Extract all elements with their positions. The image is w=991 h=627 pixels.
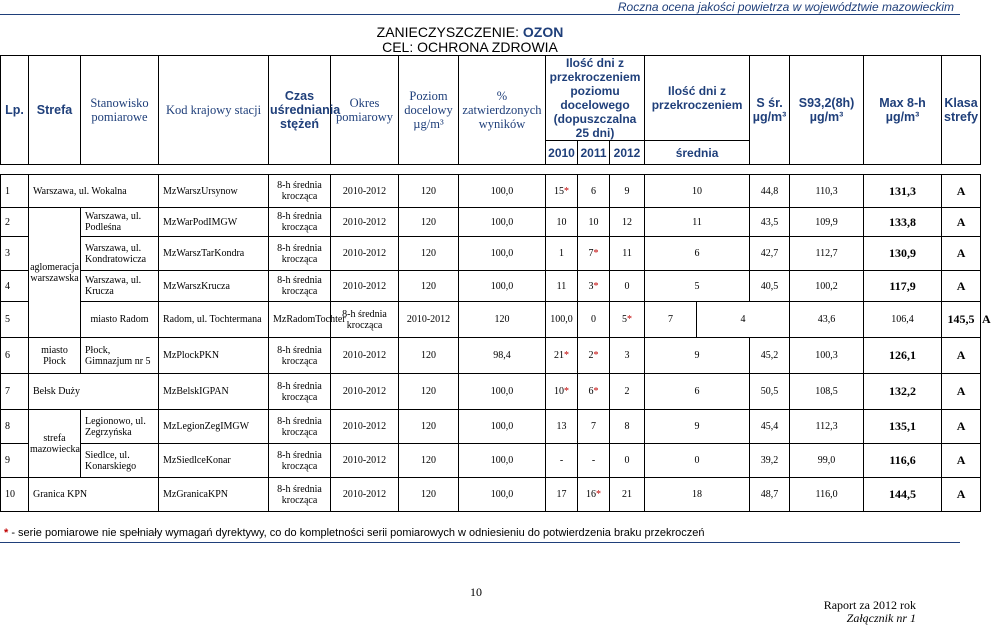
cell-y2012: 3 — [610, 338, 645, 374]
cell-max8: 131,3 — [864, 175, 942, 208]
cell-stanowisko: Warszawa, ul. Podleśna — [81, 208, 159, 237]
cell-max8: 132,2 — [864, 374, 942, 410]
cell-value: 6 — [591, 185, 596, 197]
cell-lp: 1 — [1, 175, 29, 208]
table-row — [1, 338, 981, 374]
cell-procent: 98,4 — [459, 338, 546, 374]
col-2010: 2010 — [546, 141, 578, 165]
cell-stanowisko: Siedlce, ul. Konarskiego — [81, 444, 159, 478]
cell-okres: 2010-2012 — [331, 175, 399, 208]
footnote — [4, 527, 704, 539]
cell-procent: 100,0 — [459, 208, 546, 237]
cell-czas: 8-h średnia krocząca — [331, 302, 399, 338]
col-lp: Lp. — [1, 56, 29, 165]
incomplete-series-star: * — [593, 280, 599, 292]
cell-srednia: 4 — [697, 302, 790, 338]
col-strefa: Strefa — [29, 56, 81, 165]
cell-lp: 9 — [1, 444, 29, 478]
cell-okres: 2010-2012 — [331, 208, 399, 237]
cell-poziom: 120 — [399, 175, 459, 208]
cell-kod: MzGranicaKPN — [159, 478, 269, 512]
cell-klasa: A — [942, 237, 981, 271]
cell-lp: 3 — [1, 237, 29, 271]
col-s-sr: S śr. µg/m³ — [750, 56, 790, 165]
cell-okres: 2010-2012 — [331, 271, 399, 302]
cell-y2011 — [610, 302, 645, 338]
cell-poziom: 120 — [399, 237, 459, 271]
report-running-title: Roczna ocena jakości powietrza w województwie mazowieckim — [617, 0, 954, 14]
cell-kod: MzWarszKrucza — [159, 271, 269, 302]
cell-poziom: 120 — [399, 374, 459, 410]
cell-procent: 100,0 — [459, 175, 546, 208]
cell-okres: 2010-2012 — [331, 444, 399, 478]
cell-poziom: 120 — [399, 444, 459, 478]
cell-stanowisko: Warszawa, ul. Wokalna — [29, 175, 159, 208]
cell-kod: MzSiedlceKonar — [159, 444, 269, 478]
cell-max8: 144,5 — [864, 478, 942, 512]
cell-s93: 99,0 — [790, 444, 864, 478]
cell-s93: 100,2 — [790, 271, 864, 302]
cell-s93: 112,7 — [790, 237, 864, 271]
cell-y2010 — [578, 302, 610, 338]
cell-srednia: 11 — [645, 208, 750, 237]
cell-kod: MzWarszTarKondra — [159, 237, 269, 271]
cell-czas: 8-h średnia krocząca — [269, 444, 331, 478]
cell-lp: 5 — [1, 302, 29, 338]
cell-procent: 100,0 — [546, 302, 578, 338]
cell-y2010 — [546, 338, 578, 374]
col-2012: 2012 — [610, 141, 645, 165]
cell-value: - — [559, 455, 564, 466]
cell-stanowisko: Legionowo, ul. Zegrzyńska — [81, 410, 159, 444]
cell-srednia: 10 — [645, 175, 750, 208]
cell-value: 10 — [588, 216, 599, 228]
cell-value: 17 — [556, 489, 567, 500]
cell-value: 10 — [554, 386, 564, 397]
cell-s93: 112,3 — [790, 410, 864, 444]
cell-czas: 8-h średnia krocząca — [269, 338, 331, 374]
col-srednia: średnia — [645, 141, 750, 165]
cell-y2010 — [546, 175, 578, 208]
cell-srednia: 18 — [645, 478, 750, 512]
cell-value: 7 — [591, 421, 596, 432]
col-czas: Czas uśredniania stężeń — [269, 56, 331, 165]
title-prefix: ZANIECZYSZCZENIE: — [376, 24, 523, 40]
cell-klasa: A — [942, 338, 981, 374]
col-stanowisko: Stanowisko pomiarowe — [81, 56, 159, 165]
cell-kod: MzBelskIGPAN — [159, 374, 269, 410]
cell-czas: 8-h średnia krocząca — [269, 478, 331, 512]
cell-okres: 2010-2012 — [331, 338, 399, 374]
cell-procent: 100,0 — [459, 478, 546, 512]
cell-s93: 108,5 — [790, 374, 864, 410]
cell-max8: 130,9 — [864, 237, 942, 271]
cell-max8: 145,5 — [942, 302, 981, 338]
cell-max8: 133,8 — [864, 208, 942, 237]
cell-procent: 100,0 — [459, 444, 546, 478]
cell-czas: 8-h średnia krocząca — [269, 374, 331, 410]
cell-y2011 — [578, 208, 610, 237]
cell-lp: 7 — [1, 374, 29, 410]
cell-s-sr: 44,8 — [750, 175, 790, 208]
col-2011: 2011 — [578, 141, 610, 165]
cell-value: 0 — [591, 314, 596, 325]
cell-stanowisko: Bełsk Duży — [29, 374, 159, 410]
cell-procent: 100,0 — [459, 374, 546, 410]
cell-s93: 110,3 — [790, 175, 864, 208]
cell-okres: 2010-2012 — [331, 374, 399, 410]
cell-s-sr: 43,5 — [750, 208, 790, 237]
cell-y2012: 8 — [610, 410, 645, 444]
cell-klasa: A — [942, 410, 981, 444]
incomplete-series-star: * — [627, 314, 633, 325]
cell-value: 10 — [556, 216, 567, 228]
cell-poziom: 120 — [399, 410, 459, 444]
cell-klasa: A — [942, 374, 981, 410]
cell-strefa: strefa mazowiecka — [29, 410, 81, 478]
cell-okres: 2010-2012 — [399, 302, 459, 338]
cell-s93: 116,0 — [790, 478, 864, 512]
annex-label: Załącznik nr 1 — [846, 611, 916, 625]
cell-strefa: miasto Radom — [81, 302, 159, 338]
cell-s-sr: 45,2 — [750, 338, 790, 374]
cell-s-sr: 40,5 — [750, 271, 790, 302]
cell-s-sr: 48,7 — [750, 478, 790, 512]
cell-y2011 — [578, 374, 610, 410]
footnote-star: * — [4, 527, 9, 539]
table-row — [1, 175, 981, 208]
cell-y2012: 0 — [610, 271, 645, 302]
cell-y2012: 0 — [610, 444, 645, 478]
cell-lp: 4 — [1, 271, 29, 302]
col-procent: % zatwierdzonych wyników — [459, 56, 546, 165]
col-s93: S93,2(8h) µg/m³ — [790, 56, 864, 165]
cell-value: 7 — [588, 248, 594, 259]
cell-max8: 117,9 — [864, 271, 942, 302]
cell-value: 2 — [588, 350, 594, 361]
table-row — [1, 410, 981, 444]
cell-czas: 8-h średnia krocząca — [269, 237, 331, 271]
table-row — [1, 444, 981, 478]
cell-kod: MzPlockPKN — [159, 338, 269, 374]
cell-y2012: 7 — [645, 302, 697, 338]
table-row — [1, 237, 981, 271]
incomplete-series-star: * — [593, 350, 599, 361]
col-ilosc-dni-docel: Ilość dni z przekroczeniem poziomu docelowego (dopuszczalna 25 dni) — [546, 56, 645, 141]
cell-y2012: 2 — [610, 374, 645, 410]
cell-czas: 8-h średnia krocząca — [269, 271, 331, 302]
cell-s-sr: 39,2 — [750, 444, 790, 478]
page-number: 10 — [470, 585, 482, 599]
incomplete-series-star: * — [593, 248, 599, 259]
cell-y2012: 21 — [610, 478, 645, 512]
cell-y2011 — [578, 175, 610, 208]
cell-y2011 — [578, 478, 610, 512]
cell-srednia: 6 — [645, 237, 750, 271]
cell-value: 11 — [556, 280, 567, 292]
cell-y2011 — [578, 271, 610, 302]
footnote-rule — [0, 542, 960, 543]
cell-y2010 — [546, 208, 578, 237]
table-row — [1, 208, 981, 237]
cell-value: 6 — [588, 386, 594, 397]
cell-s-sr: 50,5 — [750, 374, 790, 410]
cell-stanowisko: Radom, ul. Tochtermana — [159, 302, 269, 338]
cell-procent: 100,0 — [459, 237, 546, 271]
cell-kod: MzLegionZegIMGW — [159, 410, 269, 444]
incomplete-series-star: * — [593, 386, 599, 397]
col-kod: Kod krajowy stacji — [159, 56, 269, 165]
cell-stanowisko: Warszawa, ul. Krucza — [81, 271, 159, 302]
col-klasa: Klasa strefy — [942, 56, 981, 165]
cell-srednia: 0 — [645, 444, 750, 478]
title-target: CEL: OCHRONA ZDROWIA — [382, 39, 558, 55]
cell-lp: 6 — [1, 338, 29, 374]
cell-y2011 — [578, 410, 610, 444]
cell-okres: 2010-2012 — [331, 478, 399, 512]
cell-max8: 126,1 — [864, 338, 942, 374]
cell-s93: 106,4 — [864, 302, 942, 338]
cell-y2012: 11 — [610, 237, 645, 271]
cell-value: 5 — [622, 314, 628, 325]
cell-y2011 — [578, 338, 610, 374]
cell-procent: 100,0 — [459, 410, 546, 444]
cell-czas: 8-h średnia krocząca — [269, 208, 331, 237]
report-footer — [824, 599, 916, 625]
cell-value: 15 — [554, 185, 564, 197]
cell-kod: MzWarPodIMGW — [159, 208, 269, 237]
cell-y2010 — [546, 478, 578, 512]
cell-srednia: 9 — [645, 338, 750, 374]
cell-czas: 8-h średnia krocząca — [269, 175, 331, 208]
cell-srednia: 5 — [645, 271, 750, 302]
table-row — [1, 271, 981, 302]
cell-stanowisko: Płock, Gimnazjum nr 5 — [81, 338, 159, 374]
cell-value: 1 — [559, 248, 564, 259]
cell-poziom: 120 — [399, 478, 459, 512]
cell-stanowisko: Warszawa, ul. Kondratowicza — [81, 237, 159, 271]
cell-lp: 2 — [1, 208, 29, 237]
incomplete-series-star: * — [564, 185, 569, 197]
cell-y2010 — [546, 271, 578, 302]
header-rule — [0, 14, 960, 15]
cell-s93: 109,9 — [790, 208, 864, 237]
cell-strefa: miasto Płock — [29, 338, 81, 374]
cell-value: - — [591, 455, 596, 466]
cell-max8: 135,1 — [864, 410, 942, 444]
col-poziom: Poziom docelowy µg/m³ — [399, 56, 459, 165]
col-max8: Max 8-h µg/m³ — [864, 56, 942, 165]
cell-klasa: A — [942, 175, 981, 208]
cell-s93: 100,3 — [790, 338, 864, 374]
col-okres: Okres pomiarowy — [331, 56, 399, 165]
cell-okres: 2010-2012 — [331, 410, 399, 444]
footnote-text: - serie pomiarowe nie spełniały wymagań dyrektywy, co do kompletności serii pomiarowych w odniesieniu do potwierdzenia braku przekroczeń — [8, 527, 705, 539]
cell-y2011 — [578, 444, 610, 478]
incomplete-series-star: * — [564, 350, 569, 361]
table-row — [1, 478, 981, 512]
ozone-results-table — [0, 55, 991, 512]
title-pollutant: OZON — [522, 24, 564, 40]
cell-lp: 8 — [1, 410, 29, 444]
cell-czas: 8-h średnia krocząca — [269, 410, 331, 444]
cell-klasa: A — [942, 271, 981, 302]
cell-value: 21 — [554, 350, 564, 361]
cell-y2010 — [546, 374, 578, 410]
cell-kod: MzRadomTochter — [269, 302, 331, 338]
cell-poziom: 120 — [399, 208, 459, 237]
cell-poziom: 120 — [399, 271, 459, 302]
cell-y2010 — [546, 237, 578, 271]
cell-klasa: A — [942, 444, 981, 478]
cell-klasa: A — [942, 478, 981, 512]
cell-value: 3 — [588, 280, 594, 292]
incomplete-series-star: * — [564, 386, 569, 397]
cell-poziom: 120 — [399, 338, 459, 374]
cell-y2010 — [546, 410, 578, 444]
col-ilosc-dni: Ilość dni z przekroczeniem — [645, 56, 750, 141]
cell-y2012: 12 — [610, 208, 645, 237]
cell-s-sr: 45,4 — [750, 410, 790, 444]
cell-okres: 2010-2012 — [331, 237, 399, 271]
incomplete-series-star: * — [596, 489, 601, 500]
cell-stanowisko: Granica KPN — [29, 478, 159, 512]
cell-s-sr: 43,6 — [790, 302, 864, 338]
report-year: Raport za 2012 rok — [823, 598, 916, 612]
table-row: 5 miasto Radom Radom, ul. Tochtermana MzRadomTochter 8-h średnia krocząca 2010-2012 120 100,0 0 5* 7 4 43,6 106,4 145,5 A — [1, 302, 981, 338]
cell-y2011 — [578, 237, 610, 271]
cell-y2012: 9 — [610, 175, 645, 208]
cell-y2010 — [546, 444, 578, 478]
cell-s-sr: 42,7 — [750, 237, 790, 271]
cell-procent: 100,0 — [459, 271, 546, 302]
cell-value: 13 — [556, 421, 567, 432]
cell-value: 16 — [586, 489, 596, 500]
cell-klasa: A — [942, 208, 981, 237]
cell-strefa: aglomeracja warszawska — [29, 208, 81, 338]
cell-srednia: 6 — [645, 374, 750, 410]
table-row — [1, 374, 981, 410]
cell-srednia: 9 — [645, 410, 750, 444]
page-title — [340, 25, 600, 55]
cell-lp: 10 — [1, 478, 29, 512]
cell-max8: 116,6 — [864, 444, 942, 478]
cell-kod: MzWarszUrsynow — [159, 175, 269, 208]
cell-poziom: 120 — [459, 302, 546, 338]
